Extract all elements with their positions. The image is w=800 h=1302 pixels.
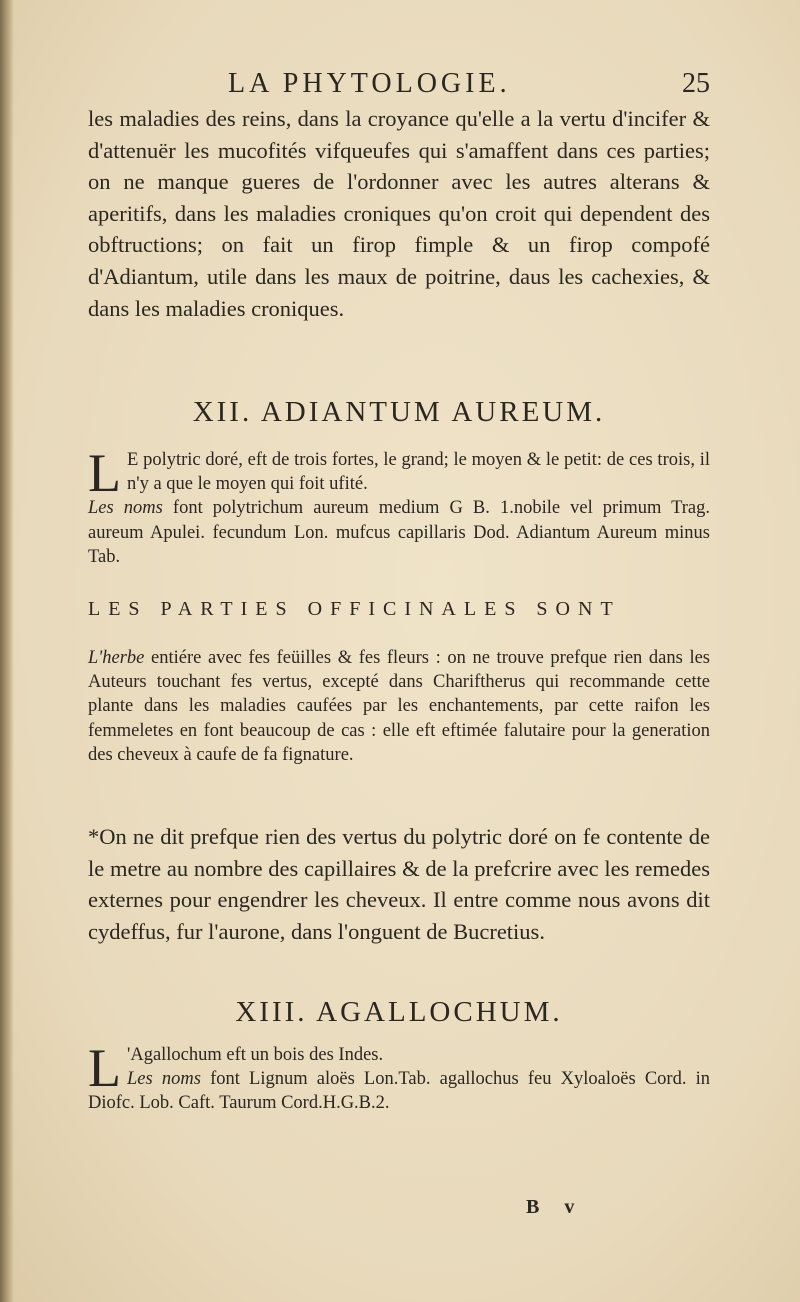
running-title: LA PHYTOLOGIE.	[228, 68, 511, 99]
officinales-heading: LES PARTIES OFFICINALES SONT	[88, 598, 621, 620]
section-heading-xii: XII. ADIANTUM AUREUM.	[192, 396, 606, 428]
description-text: E polytric doré, eft de trois fortes, le grand; le moyen & le petit: de ces trois, il n'y a que le moyen qui foit ufité.	[127, 450, 710, 495]
description-text: 'Agallochum eft un bois des Indes.	[127, 1045, 384, 1065]
names-text: font polytrichum aureum medium G B. 1.nobile vel primum Trag. aureum Apulei. fecundum Lon. mufcus capillaris Dod. Adiantum Aureum minus Tab.	[88, 498, 711, 567]
running-header	[88, 68, 710, 104]
officinales-lead: L'herbe	[88, 648, 145, 668]
section-xii-description	[88, 443, 711, 569]
footnote-paragraph: *On ne dit prefque rien des vertus du polytric doré on fe contente de le metre au nombre des capillaires & de la prefcrire avec les remedes externes pour engendrer les cheveux. Il entre comme nous avons dit cydeffus, fur l'aurone, dans l'onguent de Bucretius.	[88, 824, 710, 944]
signature-mark: B v	[526, 1196, 585, 1218]
officinales-body	[88, 646, 710, 767]
section-heading-xiii: XIII. AGALLOCHUM.	[235, 996, 563, 1028]
section-xiii-description	[88, 1038, 710, 1116]
book-spine-shadow	[0, 0, 14, 1302]
officinales-text: entiére avec fes feüilles & fes fleurs : on ne trouve prefque rien dans les Auteurs touchant fes vertus, excepté dans Chariftherus qui recommande cette plante dans les maladies caufées par les enchantements, par cette raifon les femmeletes en font beaucoup de cas : elle eft eftimée falutaire pour la generation des cheveux à caufe de fa fignature.	[88, 648, 710, 765]
names-label: Les noms	[127, 1069, 201, 1090]
page-number: 25	[682, 68, 710, 99]
paragraph-continued: les maladies des reins, dans la croyance qu'elle a la vertu d'incifer & d'attenuër les mucofités vifqueufes qui s'amaffent dans ces parties; on ne manque gueres de l'ordonner avec les autres alterans & aperitifs, dans les maladies croniques qu'on croit qui dependent des obftructions; on fait un firop fimple & un firop compofé d'Adiantum, utile dans les maux de poitrine, daus les cachexies, & dans les maladies croniques.	[88, 106, 710, 321]
names-label: Les noms	[88, 498, 163, 519]
names-text: font Lignum aloës Lon.Tab. agallochus feu Xyloaloës Cord. in Diofc. Lob. Caft. Taurum Cord.H.G.B.2.	[88, 1069, 710, 1114]
drop-cap: L	[88, 1038, 121, 1098]
drop-cap: L	[88, 443, 121, 503]
